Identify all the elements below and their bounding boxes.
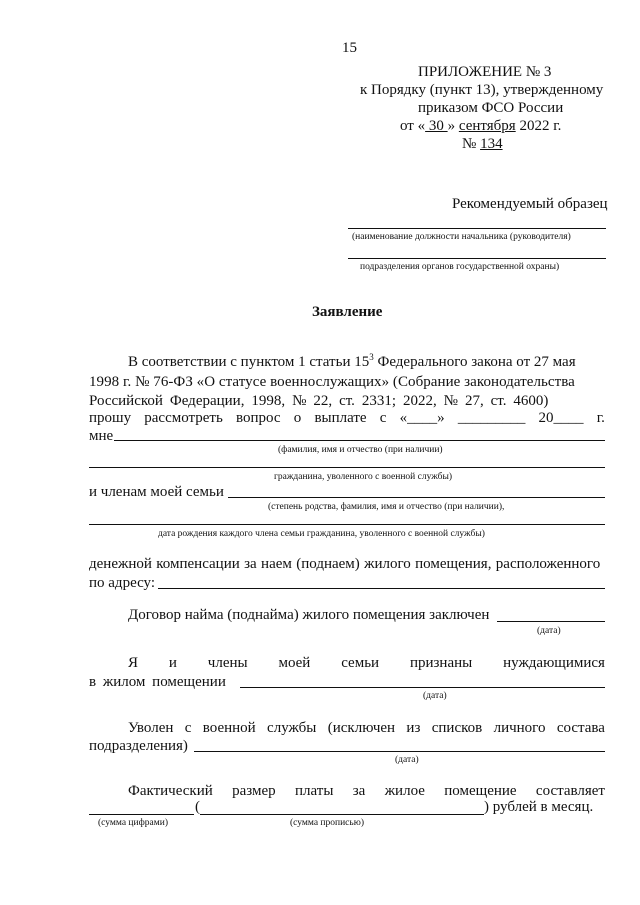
paragraph1-line2: 1998 г. № 76-ФЗ «О статусе военнослужащих» (Собрание законодательства (89, 374, 575, 390)
p1l4-word: выплате (314, 410, 367, 426)
family-field-line (228, 497, 605, 498)
paragraph1-line4 (89, 410, 605, 427)
dismiss-word: (исключен (327, 720, 396, 736)
p1l4-word: с (379, 410, 387, 426)
dismissal-line2: подразделения) (89, 738, 188, 754)
appendix-line3: приказом ФСО России (418, 100, 564, 116)
fee-line1 (128, 783, 605, 800)
caption-relation: (степень родства, фамилия, имя и отчество (при наличии), (268, 502, 505, 512)
p1l4-word: о (293, 410, 302, 426)
p1l4-word: вопрос (236, 410, 281, 426)
paragraph1-line1 (128, 354, 576, 371)
fee-word: платы (294, 783, 334, 799)
sum-words-line (200, 814, 484, 815)
contract-date-line (497, 621, 605, 622)
dismiss-word: службы (267, 720, 317, 736)
address-field-line (158, 588, 605, 589)
recog-word: Я (128, 655, 139, 671)
family-label: и членам моей семьи (89, 484, 224, 500)
p1l4-word: рассмотреть (144, 410, 223, 426)
appendix-title: ПРИЛОЖЕНИЕ № 3 (418, 64, 552, 80)
dismiss-word: личного (493, 720, 546, 736)
dismiss-word: списков (431, 720, 483, 736)
compensation-line2: по адресу: (89, 575, 156, 591)
caption-citizen: гражданина, уволенного с военной службы) (274, 472, 453, 482)
caption-sum-words: (сумма прописью) (290, 818, 364, 828)
dismiss-word: с (184, 720, 192, 736)
dismissal-line1 (128, 720, 605, 737)
fee-close-text: ) рублей в месяц. (484, 799, 594, 815)
sum-digits-line (89, 814, 194, 815)
recog-word: члены (207, 655, 248, 671)
recog-word: нуждающимися (503, 655, 605, 671)
birthdates-field-line (89, 524, 605, 525)
fee-word: жилое (384, 783, 425, 799)
recognition-date-line (240, 687, 605, 688)
p1l4-date-month-blank: _________ (457, 410, 526, 426)
recog-word: семьи (341, 655, 380, 671)
fee-word: составляет (535, 783, 605, 799)
caption-fio: (фамилия, имя и отчество (при наличии) (278, 445, 443, 455)
appendix-line2: к Порядку (пункт 13), утвержденному (360, 82, 604, 98)
recog-word: моей (278, 655, 311, 671)
p1l4-date-year-blank: 20____ (538, 410, 584, 426)
recog-word: и (168, 655, 177, 671)
page-number: 15 (342, 40, 357, 56)
contract-label: Договор найма (поднайма) жилого помещения заключен (128, 607, 490, 623)
fio-field-line (114, 440, 605, 441)
dismiss-word: Уволен (128, 720, 174, 736)
number-prefix: № (462, 136, 481, 152)
appendix-number (462, 136, 503, 153)
p1l4-word: г. (596, 410, 605, 426)
paragraph1-line1-b: Федерального закона от 27 мая (373, 354, 576, 370)
caption-unit: подразделения органов государственной охраны) (360, 262, 560, 272)
fee-word: Фактический (128, 783, 213, 799)
fee-open-paren: ( (195, 799, 200, 815)
citizen-field-line (89, 467, 605, 468)
date-day: 30 (425, 118, 448, 134)
dismiss-word: из (406, 720, 421, 736)
date-mid: » (447, 118, 459, 134)
addressee-line-2 (348, 258, 606, 259)
date-month: сентября (458, 118, 516, 134)
paragraph1-line3: Российской Федерации, 1998, № 22, ст. 2331; 2022, № 27, ст. 4600) (89, 393, 549, 409)
date-year: 2022 г. (515, 118, 562, 134)
p1l4-date-day-blank: «____» (399, 410, 445, 426)
paragraph1-sup: 3 (369, 352, 374, 362)
document-title: Заявление (312, 304, 383, 320)
p1l4-word: прошу (89, 410, 132, 426)
dismiss-word: состава (556, 720, 605, 736)
fee-word: размер (232, 783, 276, 799)
number-value: 134 (480, 136, 503, 152)
caption-position: (наименование должности начальника (руководителя) (352, 232, 571, 242)
caption-date-3: (дата) (395, 755, 419, 765)
caption-sum-digits: (сумма цифрами) (98, 818, 168, 828)
appendix-date (400, 118, 561, 135)
date-prefix: от « (400, 118, 426, 134)
paragraph1-line1-a: В соответствии с пунктом 1 статьи 15 (128, 354, 370, 370)
caption-birthdates: дата рождения каждого члена семьи гражданина, уволенного с военной службы) (158, 529, 485, 539)
caption-date-2: (дата) (423, 691, 447, 701)
recognition-line2: в жилом помещении (89, 674, 226, 690)
compensation-line1: денежной компенсации за наем (поднаем) жилого помещения, расположенного (89, 556, 601, 572)
dismissal-date-line (194, 751, 605, 752)
addressee-line-1 (348, 228, 606, 229)
recog-word: признаны (409, 655, 473, 671)
recognition-line1 (128, 655, 605, 672)
recommended-sample-label: Рекомендуемый образец (452, 196, 608, 212)
paragraph1-line5: мне (89, 428, 114, 444)
caption-date-1: (дата) (537, 626, 561, 636)
fee-word: помещение (444, 783, 517, 799)
dismiss-word: военной (202, 720, 256, 736)
fee-word: за (352, 783, 366, 799)
